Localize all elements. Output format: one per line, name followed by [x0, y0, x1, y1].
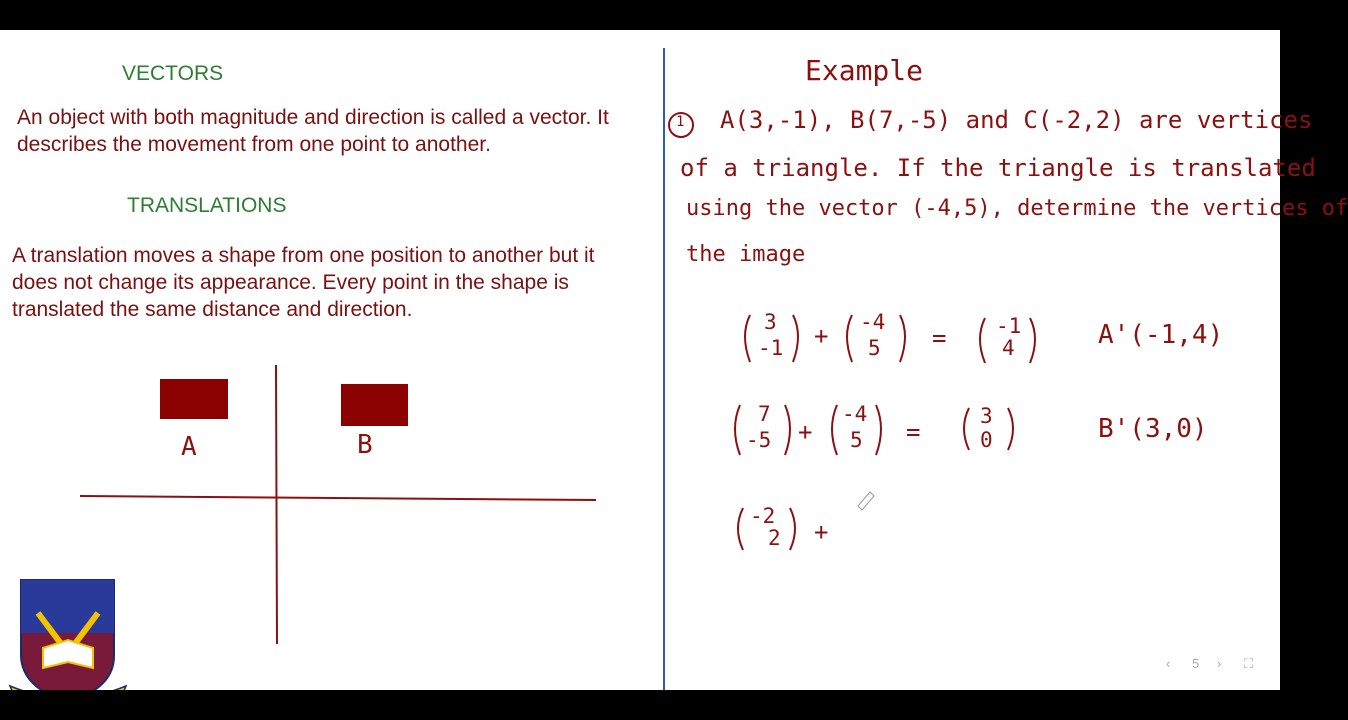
- pen-cursor-icon: [858, 492, 874, 510]
- row2-result-bottom: 0: [980, 428, 993, 452]
- row2-v1-bottom: -5: [746, 428, 772, 452]
- vectors-heading: VECTORS: [122, 62, 224, 85]
- row1-equals: =: [932, 324, 947, 352]
- row2-equals: =: [906, 418, 921, 446]
- row1-image-point: A'(-1,4): [1098, 320, 1224, 350]
- row1-result-top: -1: [996, 314, 1022, 338]
- row1-plus: +: [814, 322, 829, 350]
- page-number: 5: [1192, 656, 1200, 671]
- row2-result-top: 3: [980, 404, 993, 428]
- translations-paragraph: A translation moves a shape from one position to another but it does not change its appearance. Every point in the shape is translated the same distance and direction.: [12, 244, 595, 321]
- bottom-letterbox: [0, 690, 1280, 720]
- question-line-1: A(3,-1), B(7,-5) and C(-2,2) are vertices: [720, 106, 1313, 134]
- row2-v2-top: -4: [842, 402, 868, 426]
- question-line-3: using the vector (-4,5), determine the vertices of: [686, 196, 1348, 221]
- row2-plus: +: [798, 418, 813, 446]
- slide: [0, 30, 1348, 690]
- question-line-2: of a triangle. If the triangle is translated: [680, 154, 1316, 182]
- label-a: A: [181, 432, 197, 462]
- question-line-4: the image: [686, 242, 806, 267]
- translations-heading: TRANSLATIONS: [127, 194, 287, 217]
- prev-page-button[interactable]: ‹: [1166, 656, 1171, 671]
- row3-plus: +: [814, 518, 829, 546]
- next-page-button[interactable]: ›: [1217, 656, 1222, 671]
- vectors-paragraph: An object with both magnitude and direction is called a vector. It describes the movement from one point to another.: [17, 106, 609, 156]
- row1-v2-bottom: 5: [868, 336, 881, 360]
- row3-v1-bottom: 2: [768, 526, 781, 550]
- row1-v1-bottom: -1: [758, 336, 784, 360]
- row3-v1-top: -2: [750, 504, 776, 528]
- example-title: Example: [805, 54, 924, 87]
- row2-image-point: B'(3,0): [1098, 414, 1208, 444]
- label-b: B: [357, 430, 373, 460]
- row1-v1-top: 3: [764, 310, 777, 334]
- row2-v1-top: 7: [758, 402, 771, 426]
- row1-result-bottom: 4: [1002, 336, 1015, 360]
- row2-v2-bottom: 5: [850, 428, 863, 452]
- row1-v2-top: -4: [860, 310, 886, 334]
- expand-icon[interactable]: ⛶: [1244, 656, 1254, 671]
- question-number: 1: [676, 114, 685, 130]
